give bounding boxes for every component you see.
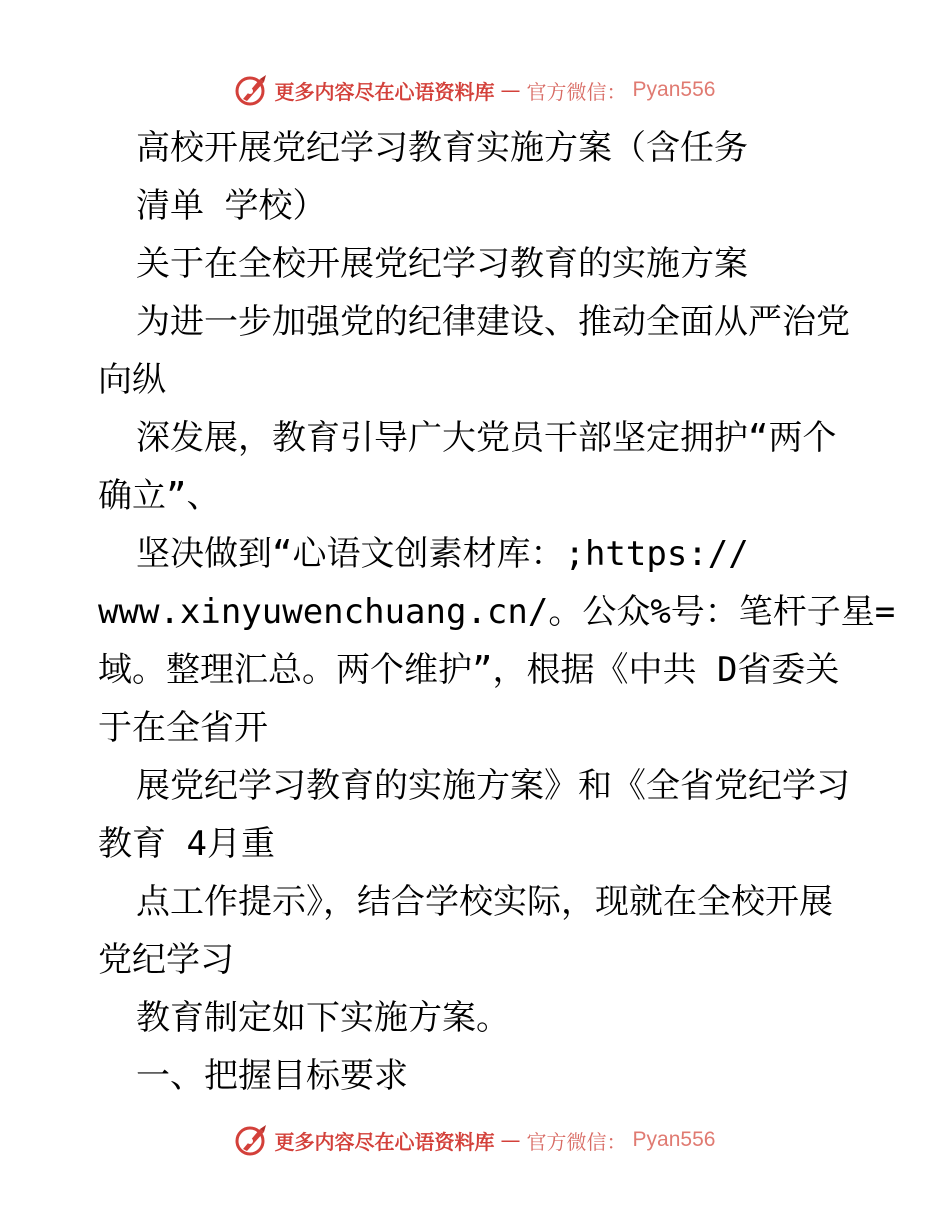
paragraph-line: 党纪学习 [98,940,234,980]
quill-pen-circle-icon [235,1123,269,1157]
watermark-wechat-label: 官方微信： [526,79,627,104]
watermark-separator: — [500,78,521,102]
watermark-wechat-id: Pyan556 [632,78,716,101]
paragraph-line: 坚决做到“心语文创素材库：;https:// [136,534,749,574]
paragraph-line: 域。整理汇总。两个维护”，根据《中共 D省委关 [98,650,840,690]
subtitle-line: 关于在全校开展党纪学习教育的实施方案 [136,244,748,284]
paragraph-line: 为进一步加强党的纪律建设、推动全面从严治党 [136,302,850,342]
paragraph-line: 向纵 [98,360,166,400]
paragraph-line: 教育制定如下实施方案。 [136,998,510,1038]
paragraph-line: 确立”、 [98,476,221,516]
title-line-2: 清单 学校） [136,186,327,226]
watermark-separator: — [500,1128,521,1152]
section-heading: 一、把握目标要求 [136,1056,408,1096]
paragraph-line: 点工作提示》，结合学校实际，现就在全校开展 [136,882,833,922]
title-line-1: 高校开展党纪学习教育实施方案（含任务 [136,128,748,168]
watermark-wechat-id: Pyan556 [632,1128,716,1151]
watermark-wechat-label: 官方微信： [526,1129,627,1154]
paragraph-line: 教育 4月重 [98,824,275,864]
watermark-main-text: 更多内容尽在心语资料库 [274,79,495,104]
paragraph-line: 深发展，教育引导广大党员干部坚定拥护“两个 [136,418,837,458]
footer-watermark [0,1120,950,1160]
paragraph-line: 于在全省开 [98,708,268,748]
paragraph-line: www.xinyuwenchuang.cn/。公众%号：笔杆子星= [98,592,896,632]
watermark-main-text: 更多内容尽在心语资料库 [274,1129,495,1154]
paragraph-line: 展党纪学习教育的实施方案》和《全省党纪学习 [136,766,850,806]
